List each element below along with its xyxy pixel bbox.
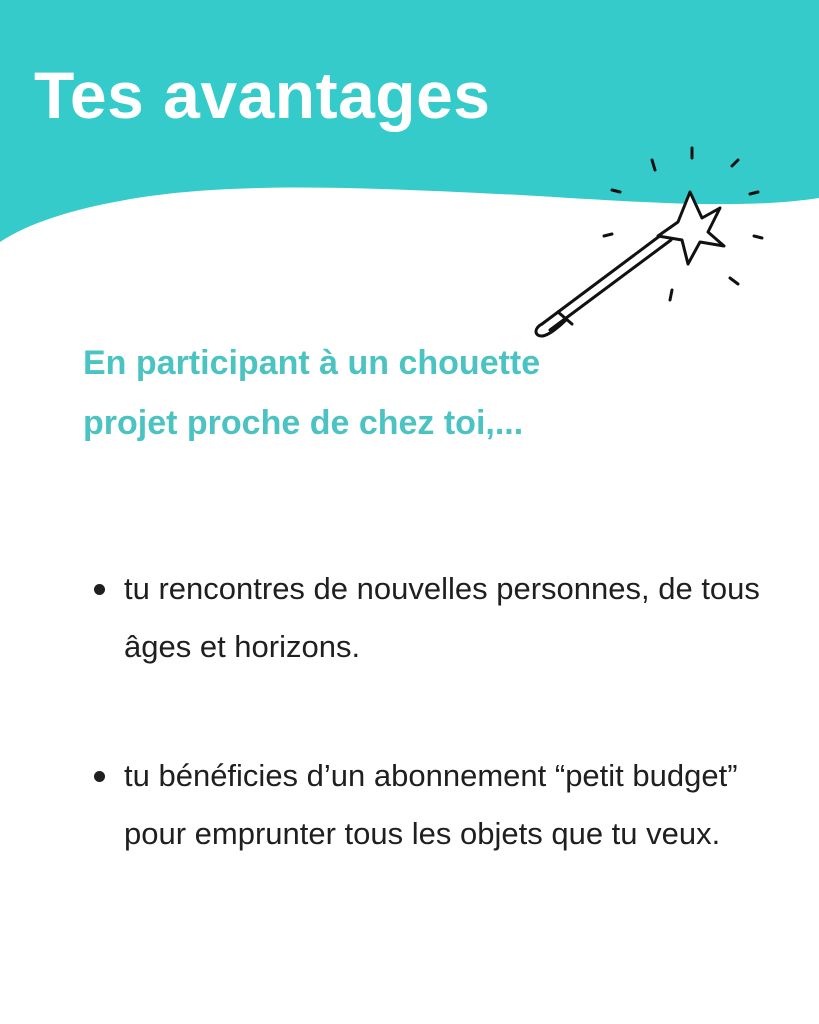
benefits-list [124,560,784,934]
benefit-item [124,747,784,863]
bullet-icon [94,771,105,782]
benefit-item [124,560,784,676]
benefit-text: tu rencontres de nouvelles personnes, de tous âges et horizons. [124,571,760,664]
intro-text: En participant à un chouette projet proche de chez toi,... [83,344,541,442]
page-title: Tes avantages [34,58,491,132]
bullet-icon [94,584,105,595]
benefit-text: tu bénéficies d’un abonnement “petit budget” pour emprunter tous les objets que tu veux. [124,758,738,851]
magic-wand-icon [520,140,780,350]
